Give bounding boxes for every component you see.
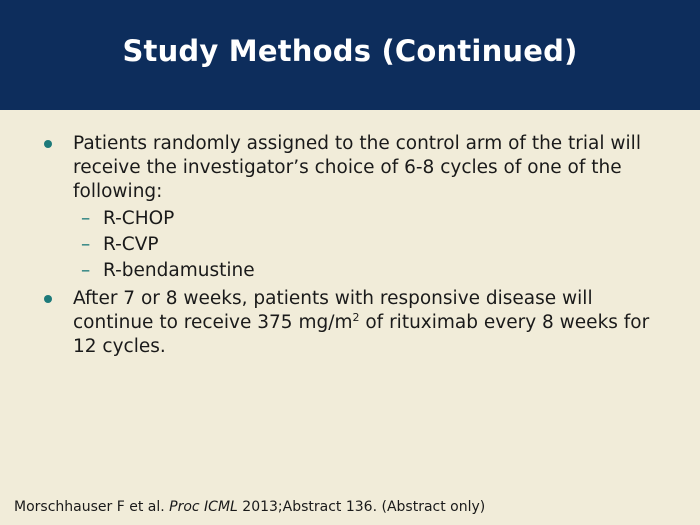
bullet-dot-icon bbox=[44, 295, 52, 303]
list-item bbox=[0, 232, 700, 258]
regimen-list bbox=[0, 206, 700, 284]
dash-icon: – bbox=[81, 208, 91, 229]
slide-content bbox=[0, 132, 700, 359]
citation-journal: Proc ICML bbox=[169, 499, 238, 515]
list-item bbox=[0, 206, 700, 232]
list-item bbox=[0, 258, 700, 284]
regimen-label: R-CHOP bbox=[103, 208, 175, 229]
bullet-rituximab-text-after: of rituximab every 8 weeks for 12 cycles. bbox=[73, 312, 650, 357]
slide-title: Study Methods (Continued) bbox=[122, 34, 578, 68]
regimen-label: R-CVP bbox=[103, 234, 159, 255]
bullet-rituximab bbox=[0, 287, 700, 359]
bullet-rituximab-text-before: After 7 or 8 weeks, patients with responsive disease will continue to receive 375 mg/m bbox=[73, 288, 593, 333]
bullet-control-arm-text: Patients randomly assigned to the control arm of the trial will receive the investigator’s choice of 6-8 cycles of one of the following: bbox=[73, 133, 641, 202]
bullet-dot-icon bbox=[44, 140, 52, 148]
superscript: 2 bbox=[352, 311, 360, 324]
title-bar bbox=[0, 0, 700, 110]
footer-citation bbox=[14, 499, 485, 515]
citation-details: 2013;Abstract 136. (Abstract only) bbox=[237, 499, 486, 515]
dash-icon: – bbox=[81, 234, 91, 255]
dash-icon: – bbox=[81, 260, 91, 281]
citation-authors: Morschhauser F et al. bbox=[14, 499, 170, 515]
regimen-label: R-bendamustine bbox=[103, 260, 255, 281]
bullet-control-arm bbox=[0, 132, 700, 204]
